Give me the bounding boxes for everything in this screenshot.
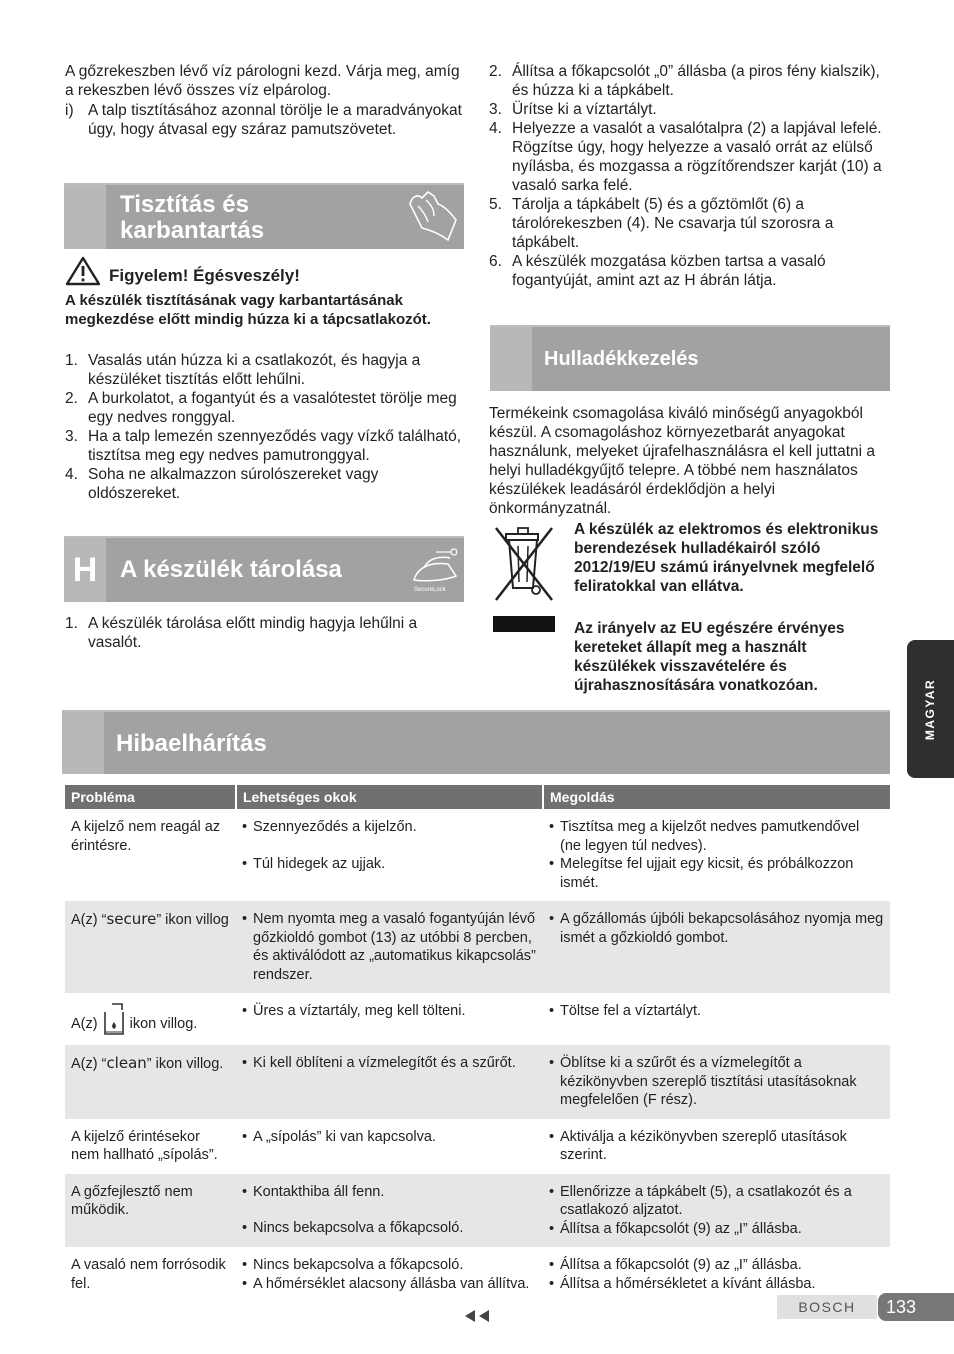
cleaning-step-item (65, 389, 465, 427)
problem-cell (65, 809, 236, 901)
warning-text: A készülék tisztításának vagy karbantartásának megkezdése előtt mindig húzza ki a tápcsatlakozót. (65, 292, 431, 328)
solution-bullet: • A gőzállomás újbóli bekapcsolásához nyomja meg ismét a gőzkioldó gombot. (549, 910, 884, 947)
storage-step-item (489, 100, 891, 119)
table-row (65, 1247, 890, 1302)
cause-bullet: • Szennyeződés a kijelzőn. (242, 818, 537, 837)
cause-bullet: • Túl hidegek az ujjak. (242, 855, 537, 874)
language-label: MAGYAR (923, 678, 938, 740)
cleaning-step-number: 2. (65, 390, 78, 407)
hand-cloth-icon (404, 190, 462, 244)
waste-section-header (490, 325, 890, 391)
solution-cell (543, 901, 890, 993)
causes-cell (236, 1247, 543, 1302)
solution-cell (543, 809, 890, 901)
cause-bullet: • Üres a víztartály, meg kell tölteni. (242, 1002, 537, 1021)
storage-step-number: 3. (489, 101, 502, 118)
header-causes: Lehetséges okok (236, 785, 543, 809)
problem-text-pre: A(z) “ (71, 1056, 107, 1072)
problem-cell (65, 993, 236, 1045)
solution-cell (543, 1247, 890, 1302)
table-row (65, 901, 890, 993)
cleaning-step-number: 4. (65, 466, 78, 483)
storage-step-number: 6. (489, 253, 502, 270)
problem-text-post: ” ikon villog. (146, 1056, 224, 1072)
spacer (242, 1201, 537, 1219)
solution-cell (543, 1174, 890, 1248)
weee-text-2: Az irányelv az EU egészére érvényes kereteket állapít meg a használt készülékek visszavételére és újrahasznosítására vonatkozóan. (574, 620, 845, 694)
cleaning-step-item (65, 465, 465, 503)
problem-text: A vasaló nem forrósodik fel. (71, 1257, 226, 1292)
cleaning-step-text: Vasalás után húzza ki a csatlakozót, és hagyja a készüléket tisztítás előtt lehűlni. (88, 352, 421, 388)
storage-step-text: Helyezze a vasalót a vasalótalpra (2) a lapjával lefelé. Rögzítse úgy, hogy helyezze a vasaló orrát az elülső nyílásba, és mozgassa a rögzítőrendszer karját (10) a vasaló sarka felé. (512, 120, 882, 194)
cleaning-step-text: Soha ne alkalmazzon súrolószereket vagy oldószereket. (88, 466, 379, 502)
problem-text: A kijelző nem reagál az érintésre. (71, 819, 221, 854)
intro-text (65, 62, 465, 139)
cause-bullet: • Nem nyomta meg a vasaló fogantyúján lévő gőzkioldó gombot (13) az utóbbi 8 percben, és aktiválódott az „automatikus kikapcsolás” rendszer. (242, 910, 537, 984)
cleaning-step-item (65, 351, 465, 389)
solution-bullet: • Aktiválja a kézikönyvben szereplő utasítások szerint. (549, 1128, 884, 1165)
double-left-arrow-icon[interactable] (463, 1308, 491, 1324)
securelock-label: SecureLock (414, 587, 446, 593)
warning-triangle-icon (65, 256, 101, 286)
problem-text-pre: A(z) (71, 1016, 98, 1032)
brand-label: BOSCH (777, 1295, 877, 1319)
cleaning-section-header (64, 183, 464, 249)
problem-text: A gőzfejlesztő nem működik. (71, 1183, 193, 1218)
storage-step-text: Állítsa a főkapcsolót „0” állásba (a piros fény kialszik), és húzza ki a tápkábelt. (512, 63, 880, 99)
cause-bullet: • A „sípolás” ki van kapcsolva. (242, 1128, 537, 1147)
causes-cell (236, 901, 543, 993)
causes-cell (236, 993, 543, 1045)
solution-bullet: • Melegítse fel ujjait egy kicsit, és próbálkozzon ismét. (549, 855, 884, 892)
storage-step-text: A készülék tárolása előtt mindig hagyja lehűlni a vasalót. (88, 615, 418, 651)
waste-text: Termékeink csomagolása kiváló minőségű anyagokból készül. A csomagoláshoz környezetbarát anyagokat használunk, melyeket újrafelhasználásra el kell juttatni a helyi hulladékgyűjtő telepre. A többé nem használatos készülékek leadásáról érdeklődjön a helyi önkormányzatnál. (489, 405, 875, 517)
cause-bullet: • Nincs bekapcsolva a főkapcsoló. (242, 1219, 537, 1238)
causes-cell (236, 809, 543, 901)
section-letter: H (64, 538, 106, 602)
table-row (65, 993, 890, 1045)
storage-step-number: 1. (65, 615, 78, 632)
problem-cell (65, 901, 236, 993)
problem-cell (65, 1119, 236, 1174)
water-tank-icon (102, 1002, 126, 1036)
waste-title: Hulladékkezelés (544, 348, 699, 370)
cleaning-step-text: Ha a talp lemezén szennyeződés vagy vízkő található, tisztítsa meg egy nedves pamutronggyal. (88, 428, 462, 464)
header-solution: Megoldás (543, 785, 890, 809)
problem-text: A kijelző érintésekor nem hallható „sípolás”. (71, 1128, 218, 1163)
solution-bullet: • Tisztítsa meg a kijelzőt nedves pamutkendővel (ne legyen túl nedves). (549, 818, 884, 855)
section-tab (64, 185, 106, 249)
solution-cell (543, 1045, 890, 1119)
solution-bullet: • Ellenőrizze a tápkábelt (5), a csatlakozót és a csatlakozó aljzatot. (549, 1183, 884, 1220)
table-row (65, 1045, 890, 1119)
cleaning-steps (65, 351, 465, 503)
causes-cell (236, 1174, 543, 1248)
table-header-row (65, 785, 890, 809)
problem-text-post: ” ikon villog (156, 912, 229, 928)
table-row (65, 1119, 890, 1174)
cause-bullet: • Kontakthiba áll fenn. (242, 1183, 537, 1202)
cleaning-title (120, 192, 264, 244)
storage-step-text: Tárolja a tápkábelt (5) és a gőztömlőt (6) a tárolórekeszben (4). Ne csavarja túl szorosra a tápkábelt. (512, 196, 834, 251)
troubleshooting-section-header (62, 710, 890, 774)
solution-bullet: • Öblítse ki a szűrőt és a vízmelegítőt a kézikönyvben szereplő tisztítási utasításoknak megfelelően (F rész). (549, 1054, 884, 1110)
storage-step-number: 2. (489, 63, 502, 80)
cleaning-title-line2: karbantartás (120, 217, 265, 244)
storage-section-header (64, 536, 464, 602)
cleaning-step-item (65, 427, 465, 465)
solution-cell (543, 993, 890, 1045)
step-i-label: i) (65, 102, 74, 119)
display-word: secure (106, 910, 157, 928)
section-tab (490, 327, 532, 391)
cleaning-step-text: A burkolatot, a fogantyút és a vasalótestet törölje meg egy nedves ronggyal. (88, 390, 457, 426)
storage-step-text: A készülék mozgatása közben tartsa a vasaló fogantyúját, amint azt az H ábrán látja. (512, 253, 826, 289)
weee-text-1: A készülék az elektromos és elektronikus berendezések hulladékairól szóló 2012/19/EU számú irányelvnek megfelelő feliratokkal van ellátva. (574, 521, 879, 595)
cause-bullet: • Ki kell öblíteni a vízmelegítőt és a szűrőt. (242, 1054, 537, 1073)
storage-step-text: Ürítse ki a víztartályt. (512, 101, 657, 118)
display-word: clean (106, 1054, 147, 1072)
step-i (65, 101, 465, 139)
problem-text-pre: A(z) “ (71, 912, 107, 928)
language-side-tab (907, 640, 954, 778)
table-row (65, 1174, 890, 1248)
storage-step-item (489, 195, 891, 252)
crossed-out-bin-icon (492, 522, 556, 634)
storage-steps (65, 614, 465, 652)
intro-paragraph: A gőzrekeszben lévő víz párologni kezd. Várja meg, amíg a rekeszben lévő összes víz elpárolog. (65, 63, 460, 99)
storage-title: A készülék tárolása (120, 556, 342, 583)
troubleshooting-table (65, 785, 890, 1302)
warning-title: Figyelem! Égésveszély! (109, 266, 300, 285)
section-tab (62, 712, 104, 774)
storage-step-item (489, 119, 891, 195)
problem-cell (65, 1247, 236, 1302)
cleaning-step-number: 3. (65, 428, 78, 445)
problem-text-post: ikon villog. (129, 1016, 198, 1032)
causes-cell (236, 1119, 543, 1174)
solution-bullet: • Töltse fel a víztartályt. (549, 1002, 884, 1021)
storage-step-number: 5. (489, 196, 502, 213)
problem-cell (65, 1174, 236, 1248)
header-problem: Probléma (65, 785, 236, 809)
cleaning-title-line1: Tisztítás és (120, 191, 249, 218)
step-i-text: A talp tisztításához azonnal törölje le a maradványokat úgy, hogy átvasal egy száraz pamutszövetet. (88, 102, 462, 138)
storage-step-item (65, 614, 465, 652)
solution-bullet: • Állítsa a főkapcsolót (9) az „I” állásba. (549, 1220, 884, 1239)
causes-cell (236, 1045, 543, 1119)
solution-cell (543, 1119, 890, 1174)
storage-step-item (489, 62, 891, 100)
cause-bullet: • A hőmérséklet alacsony állásba van állítva. (242, 1275, 537, 1294)
spacer (242, 837, 537, 855)
table-row (65, 809, 890, 901)
storage-step-number: 4. (489, 120, 502, 137)
solution-bullet: • Állítsa a hőmérsékletet a kívánt állásba. (549, 1275, 884, 1294)
solution-bullet: • Állítsa a főkapcsolót (9) az „I” állásba. (549, 1256, 884, 1275)
page-number: 133 (878, 1293, 954, 1321)
storage-step-item (489, 252, 891, 290)
problem-cell (65, 1045, 236, 1119)
storage-steps-continued (489, 62, 891, 290)
cause-bullet: • Nincs bekapcsolva a főkapcsoló. (242, 1256, 537, 1275)
troubleshooting-title: Hibaelhárítás (116, 730, 267, 757)
cleaning-step-number: 1. (65, 352, 78, 369)
securelock-iron-icon (408, 546, 464, 594)
